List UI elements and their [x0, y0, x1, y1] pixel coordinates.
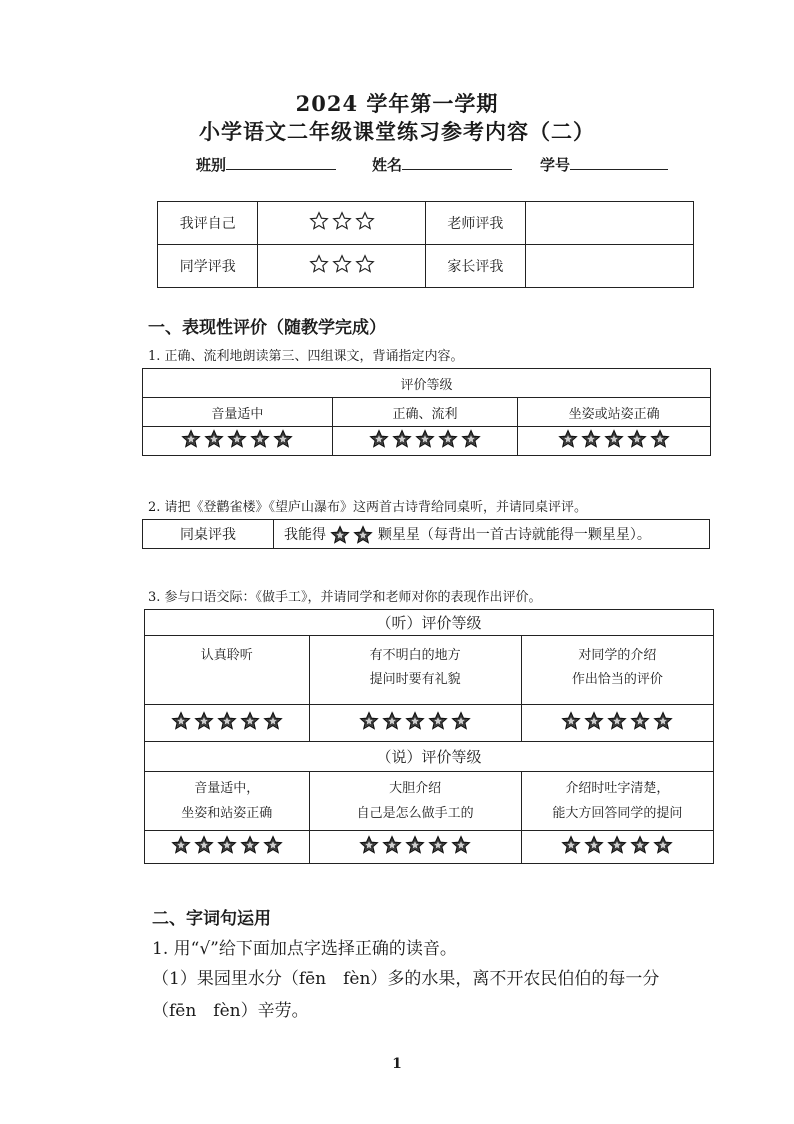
star-hatched-icon — [204, 429, 224, 449]
star-hatched-icon — [353, 525, 373, 545]
peer-eval-label: 同学评我 — [158, 245, 258, 288]
section1-heading: 一、表现性评价（随教学完成） — [148, 318, 386, 338]
star-outline-icon — [355, 254, 375, 274]
section2-heading: 二、字词句运用 — [152, 909, 271, 929]
listen-col-line: 作出恰当的评价 — [571, 672, 663, 687]
star-hatched-icon — [382, 711, 402, 731]
listen-stars-1[interactable] — [145, 705, 310, 742]
listen-col-attentive — [145, 636, 310, 705]
star-outline-icon — [332, 254, 352, 274]
star-hatched-icon — [438, 429, 458, 449]
outline-stars — [309, 254, 375, 274]
star-hatched-icon — [415, 429, 435, 449]
star-hatched-icon — [428, 835, 448, 855]
star-hatched-icon — [653, 711, 673, 731]
reading-col-posture: 坐姿或站姿正确 — [518, 398, 711, 427]
page-number: 1 — [392, 1056, 402, 1072]
parent-eval-blank[interactable] — [526, 245, 694, 288]
speak-col-line: 音量适中， — [194, 781, 260, 796]
star-outline-icon — [332, 211, 352, 231]
name-label: 姓名 — [372, 156, 403, 174]
star-hatched-icon — [359, 711, 379, 731]
star-hatched-icon — [604, 429, 624, 449]
star-hatched-icon — [263, 711, 283, 731]
star-hatched-icon — [273, 429, 293, 449]
star-outline-icon — [309, 254, 329, 274]
star-hatched-icon — [369, 429, 389, 449]
star-hatched-icon — [359, 835, 379, 855]
hatched-stars — [561, 711, 673, 731]
star-hatched-icon — [581, 429, 601, 449]
student-id-field[interactable] — [540, 154, 668, 175]
reading-stars-volume[interactable] — [143, 427, 333, 456]
star-hatched-icon — [240, 835, 260, 855]
star-hatched-icon — [653, 835, 673, 855]
poem-eval-post: 颗星星（每背出一首古诗就能得一颗星星）。 — [377, 526, 651, 543]
star-hatched-icon — [181, 429, 201, 449]
poem-eval-pre: 我能得 — [284, 526, 326, 543]
star-hatched-icon — [392, 429, 412, 449]
star-hatched-icon — [584, 835, 604, 855]
hatched-stars — [369, 429, 481, 449]
speak-col-line: 大胆介绍 — [389, 781, 442, 796]
speak-eval-header: （说）评价等级 — [145, 742, 714, 772]
star-hatched-icon — [240, 711, 260, 731]
speak-col-volume — [145, 772, 310, 831]
reading-stars-fluency[interactable] — [332, 427, 518, 456]
star-hatched-icon — [428, 711, 448, 731]
outline-stars — [309, 211, 375, 231]
section1-q3-text: 3. 参与口语交际：《做手工》，并请同学和老师对你的表现作出评价。 — [148, 590, 542, 605]
section1-q1-text: 1. 正确、流利地朗读第三、四组课文，背诵指定内容。 — [148, 349, 464, 364]
section2-line2: （fēn fèn）辛劳。 — [152, 1001, 309, 1021]
star-outline-icon — [355, 211, 375, 231]
doc-title-term: 2024 学年第一学期 — [295, 91, 499, 116]
speak-stars-3[interactable] — [521, 831, 713, 864]
class-blank[interactable] — [226, 154, 336, 170]
star-hatched-icon — [607, 835, 627, 855]
listen-col-line: 提问时要有礼貌 — [369, 672, 461, 687]
speak-col-introduce — [309, 772, 521, 831]
star-outline-icon — [309, 211, 329, 231]
star-hatched-icon — [405, 711, 425, 731]
speak-stars-1[interactable] — [145, 831, 310, 864]
self-eval-label: 我评自己 — [158, 202, 258, 245]
id-blank[interactable] — [570, 154, 668, 170]
star-hatched-icon — [171, 711, 191, 731]
speak-col-line: 介绍时吐字清楚， — [565, 781, 670, 796]
star-hatched-icon — [584, 711, 604, 731]
class-field[interactable] — [196, 154, 336, 175]
evaluation-summary-table — [157, 201, 694, 288]
star-hatched-icon — [630, 835, 650, 855]
speaking-eval-table — [144, 609, 714, 864]
star-hatched-icon — [330, 525, 350, 545]
star-hatched-icon — [194, 711, 214, 731]
star-hatched-icon — [561, 711, 581, 731]
hatched-stars — [330, 525, 373, 545]
star-hatched-icon — [558, 429, 578, 449]
star-hatched-icon — [650, 429, 670, 449]
star-hatched-icon — [451, 711, 471, 731]
hatched-stars — [359, 835, 471, 855]
star-hatched-icon — [451, 835, 471, 855]
listen-col-line: 认真聆听 — [200, 648, 253, 663]
hatched-stars — [558, 429, 670, 449]
name-blank[interactable] — [402, 154, 512, 170]
listen-stars-2[interactable] — [309, 705, 521, 742]
reading-eval-header: 评价等级 — [143, 369, 711, 398]
listen-col-line: 对同学的介绍 — [578, 648, 657, 663]
reading-col-volume: 音量适中 — [143, 398, 333, 427]
hatched-stars — [171, 835, 283, 855]
star-hatched-icon — [217, 711, 237, 731]
speak-stars-2[interactable] — [309, 831, 521, 864]
star-hatched-icon — [194, 835, 214, 855]
section2-line1: （1）果园里水分（fēn fèn）多的水果，离不开农民伯伯的每一分 — [152, 969, 660, 989]
star-hatched-icon — [607, 711, 627, 731]
listen-eval-header: （听）评价等级 — [145, 610, 714, 636]
star-hatched-icon — [263, 835, 283, 855]
star-hatched-icon — [217, 835, 237, 855]
poem-eval-label: 同桌评我 — [143, 520, 274, 549]
reading-eval-table — [142, 368, 711, 456]
id-label: 学号 — [540, 156, 571, 174]
star-hatched-icon — [461, 429, 481, 449]
speak-col-clarity — [521, 772, 713, 831]
listen-col-line: 有不明白的地方 — [369, 648, 461, 663]
peer-eval-stars[interactable] — [258, 245, 425, 288]
star-hatched-icon — [171, 835, 191, 855]
poem-eval-table — [142, 519, 710, 549]
star-hatched-icon — [561, 835, 581, 855]
star-hatched-icon — [250, 429, 270, 449]
star-hatched-icon — [405, 835, 425, 855]
reading-col-fluency: 正确、流利 — [332, 398, 518, 427]
poem-eval-content[interactable] — [274, 520, 710, 549]
self-eval-stars[interactable] — [258, 202, 425, 245]
section1-q2-text: 2. 请把《登鹳雀楼》《望庐山瀑布》这两首古诗背给同桌听，并请同桌评评。 — [148, 500, 588, 515]
hatched-stars — [359, 711, 471, 731]
parent-eval-label: 家长评我 — [425, 245, 525, 288]
section2-q1-text: 1. 用“√”给下面加点字选择正确的读音。 — [152, 939, 457, 959]
class-label: 班别 — [196, 156, 227, 174]
listen-col-feedback — [521, 636, 713, 705]
star-hatched-icon — [630, 711, 650, 731]
listen-col-ask — [309, 636, 521, 705]
listen-stars-3[interactable] — [521, 705, 713, 742]
hatched-stars — [561, 835, 673, 855]
hatched-stars — [181, 429, 293, 449]
speak-col-line: 自己是怎么做手工的 — [356, 806, 474, 821]
name-field[interactable] — [372, 154, 512, 175]
star-hatched-icon — [382, 835, 402, 855]
reading-stars-posture[interactable] — [518, 427, 711, 456]
speak-col-line: 坐姿和站姿正确 — [181, 806, 273, 821]
star-hatched-icon — [227, 429, 247, 449]
star-hatched-icon — [627, 429, 647, 449]
teacher-eval-label: 老师评我 — [425, 202, 525, 245]
speak-col-line: 能大方回答同学的提问 — [552, 806, 683, 821]
hatched-stars — [171, 711, 283, 731]
doc-title-subject: 小学语文二年级课堂练习参考内容（二） — [199, 119, 595, 144]
teacher-eval-blank[interactable] — [526, 202, 694, 245]
